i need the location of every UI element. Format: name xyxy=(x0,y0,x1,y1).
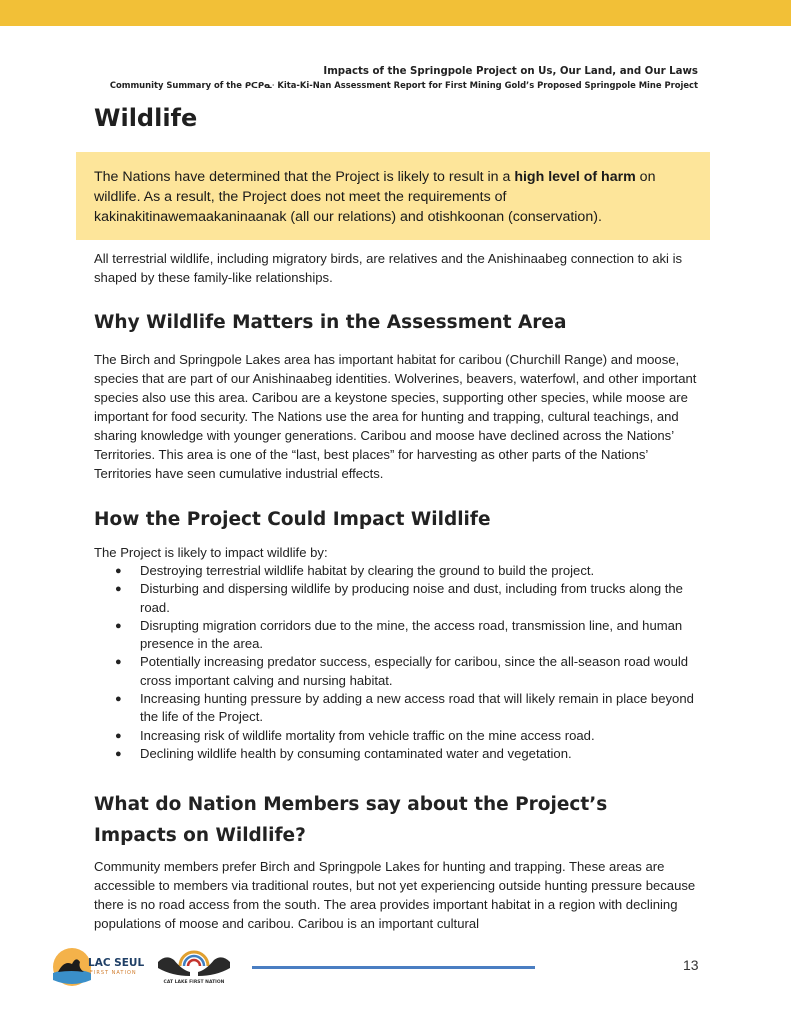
cat-lake-emblem-icon xyxy=(154,948,234,982)
impact-bullet-list xyxy=(94,562,700,763)
lac-seul-name: LAC SEUL xyxy=(88,957,145,969)
page-number: 13 xyxy=(683,957,699,973)
lac-seul-tagline: FIRST NATION xyxy=(90,970,137,976)
header-subtitle: Community Summary of the ᑭᑕᑭᓇᐧ Kita-Ki-Nan Assessment Report for First Mining Gold’s Proposed Springpole Mine Project xyxy=(109,80,698,90)
section-heading-how: How the Project Could Impact Wildlife xyxy=(94,509,491,530)
callout-text-after: on wildlife. As a result, the Project does not meet the requirements of kakinakitinawemaakaninaanak (all our relations) and otishkoonan (conservation). xyxy=(94,169,656,225)
footer-divider xyxy=(252,966,535,969)
section-lead-how: The Project is likely to impact wildlife by: xyxy=(94,545,328,560)
section-members-body xyxy=(94,857,700,933)
list-item: ● Increasing risk of wildlife mortality from vehicle traffic on the mine access road. xyxy=(94,727,700,745)
bullet-icon: ● xyxy=(115,656,122,669)
section-members-say xyxy=(94,789,654,851)
top-color-band xyxy=(0,0,791,26)
lac-seul-logo xyxy=(50,946,145,988)
section-heading-why: Why Wildlife Matters in the Assessment Area xyxy=(94,312,567,333)
section-why-body xyxy=(94,350,700,483)
bullet-icon: ● xyxy=(115,583,122,596)
bullet-icon: ● xyxy=(115,747,122,760)
callout-text-before: The Nations have determined that the Project is likely to result in a xyxy=(94,169,515,185)
bullet-icon: ● xyxy=(115,619,122,632)
section-how-impact xyxy=(94,504,700,535)
list-item: ● Disrupting migration corridors due to the mine, the access road, transmission line, and human presence in the area. xyxy=(115,617,683,652)
section-why-wildlife xyxy=(94,307,700,338)
harm-callout xyxy=(76,152,710,240)
section-how-body xyxy=(94,543,700,763)
intro-block xyxy=(94,249,700,287)
list-item: ● Declining wildlife health by consuming contaminated water and vegetation. xyxy=(94,745,700,763)
running-header xyxy=(110,64,698,92)
section-paragraph-why: The Birch and Springpole Lakes area has important habitat for caribou (Churchill Range) and moose, species that are part of our Anishinaabeg identities. Wolverines, beavers, waterfowl, and other important species also use this area. Caribou are a keystone species, supporting other species, while moose are important for food security. The Nations use the area for hunting and trapping, cultural teachings, and sharing knowledge with younger generations. Caribou and moose have declined across the Nations’ Territories. This area is one of the “last, best places” for harvesting as other parts of the Nations’ Territories have seen cumulative industrial effects. xyxy=(94,352,697,481)
header-title: Impacts of the Springpole Project on Us, Our Land, and Our Laws xyxy=(323,66,698,77)
bullet-icon: ● xyxy=(115,565,122,577)
section-paragraph-members: Community members prefer Birch and Springpole Lakes for hunting and trapping. These areas are accessible to members via traditional routes, but not yet experiencing outside hunting pressure because there is no road access from the south. The area provides important habitat in a region with declining populations of moose and caribou. Caribou is an important cultural xyxy=(94,859,696,931)
list-item: ● Potentially increasing predator success, especially for caribou, since the all-season road would cross important calving and nursing habitat. xyxy=(115,654,689,688)
list-item: ● Disturbing and dispersing wildlife by producing noise and dust, including from trucks along the road. xyxy=(115,581,683,615)
page-title: Wildlife xyxy=(94,104,198,132)
list-item: ● Destroying terrestrial wildlife habitat by clearing the ground to build the project. xyxy=(94,562,700,580)
callout-text-bold: high level of harm xyxy=(514,169,636,185)
intro-paragraph: All terrestrial wildlife, including migratory birds, are relatives and the Anishinaabeg connection to aki is shaped by these family-like relationships. xyxy=(94,251,683,285)
section-heading-members: What do Nation Members say about the Project’s Impacts on Wildlife? xyxy=(94,794,608,846)
bullet-icon: ● xyxy=(115,693,122,706)
cat-lake-logo xyxy=(154,948,234,988)
list-item: ● Increasing hunting pressure by adding a new access road that will likely remain in place beyond the life of the Project. xyxy=(115,691,694,725)
bullet-icon: ● xyxy=(115,729,122,742)
cat-lake-name: CAT LAKE FIRST NATION xyxy=(163,980,225,985)
